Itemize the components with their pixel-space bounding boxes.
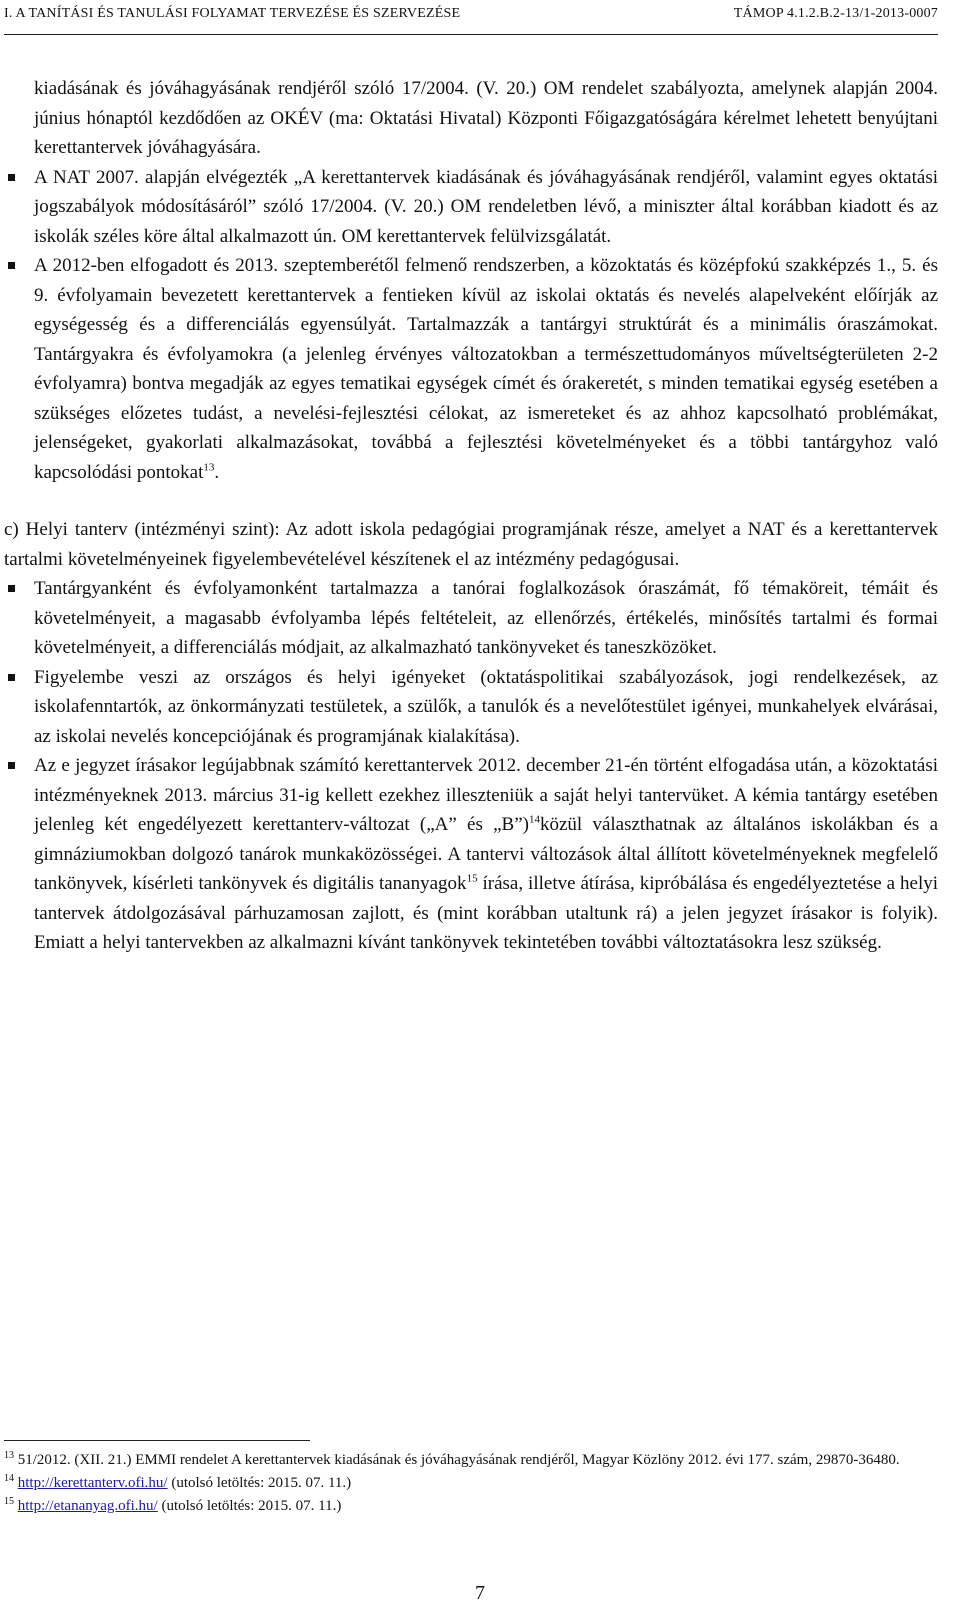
header-project-code: TÁMOP 4.1.2.B.2-13/1-2013-0007 (733, 6, 938, 21)
list-item-text: közül választhatnak az általános iskolákban és a gimnáziumokban dolgozó tanárok munkaközösségei. A tantervi változások által állított követelményeknek megfelelő tankönyvek, kísérleti tankönyvek és digitális tananyagok (34, 814, 938, 894)
bullet-square-icon (8, 762, 15, 769)
list-item: A 2012-ben elfogadott és 2013. szeptemberétől felmenő rendszerben, a közoktatás és középfokú szakképzés 1., 5. és 9. évfolyamain bevezetett kerettantervek a fentieken kívül az iskolai oktatás és nevelés alapelveként előírják az egységesség és a differenciálás egyensúlyát. Tartalmazzák a tantárgyi struktúrát és a minimális óraszámokat. Tantárgyakra és évfolyamokra (a jelenleg érvényes változatokban a természettudományos műveltségterületen 2-2 évfolyamra) bontva megadják az egyes tematikai egységek címét és órakeretét, s minden tematikai egység esetében a szükséges előzetes tudást, a nevelési-fejlesztési célokat, az ismereteket és az ahhoz kapcsolható problémákat, jelenségeket, gyakorlati alkalmazásokat, továbbá a fejlesztési követelményeket és a többi tantárgyhoz való kapcsolódási pontokat$^{13}$. (4, 251, 938, 487)
list-item-text: írása, illetve átírása, kipróbálása és engedélyeztetése a helyi tantervek átdolgozásával párhuzamosan zajlott, és (mint korábban utaltunk rá) a jelen jegyzet írásakor is folyik). Emiatt a helyi tantervekben az alkalmazni kívánt tankönyvek tekintetében további változtatásokra lesz szükség. (34, 873, 939, 953)
list-item-text: Az e jegyzet írásakor legújabbnak számító kerettantervek 2012. december 21-én történt elfogadása után, a közoktatási intézményeknek 2013. március 31-ig kellett ezekhez illeszteniük a saját helyi tantervüket. A kémia tantárgy esetében jelenleg két engedélyezett kerettanterv-változat („A” és „B”) (34, 755, 938, 835)
list-item-text: A NAT 2007. alapján elvégezték „A kerettantervek kiadásának és jóváhagyásának rendjéről, valamint egyes oktatási jogszabályok módosításáról” szóló 17/2004. (V. 20.) OM rendeletben lévő, a miniszter által korábban kiadott és az iskolák széles köre által alkalmazott ún. OM kerettantervek felülvizsgálatát. (34, 166, 938, 247)
bullet-square-icon (8, 674, 15, 681)
footnote (4, 1449, 938, 1472)
footnote-link[interactable]: http://etananyag.ofi.hu/ (17, 1498, 158, 1514)
list-item (4, 751, 938, 958)
list-item (4, 574, 938, 663)
footnote-link[interactable]: http://kerettanterv.ofi.hu/ (17, 1475, 168, 1491)
footnote-number: 15 (4, 1496, 14, 1507)
footnotes (4, 1449, 938, 1518)
bullet-square-icon (8, 262, 15, 269)
footnote-number: 14 (4, 1473, 14, 1484)
continuation-paragraph: kiadásának és jóváhagyásának rendjéről szóló 17/2004. (V. 20.) OM rendelet szabályozta, amelynek alapján 2004. június hónaptól kezdődően az OKÉV (ma: Oktatási Hivatal) Központi Főigazgatóságára kérelmet lehetett benyújtani kerettantervek jóváhagyására. (34, 78, 938, 158)
list-item (4, 663, 938, 752)
header-title: I. A TANÍTÁSI ÉS TANULÁSI FOLYAMAT TERVEZÉSE ÉS SZERVEZÉSE (4, 6, 461, 21)
footnote-text: (utolsó letöltés: 2015. 07. 11.) (157, 1498, 342, 1514)
bullet-square-icon (8, 585, 15, 592)
footnote-text: 51/2012. (XII. 21.) EMMI rendelet A kerettantervek kiadásának és jóváhagyásának rendjéről, Magyar Közlöny 2012. évi 177. szám, 29870-36480. (14, 1452, 900, 1468)
footnote-ref[interactable]: 13 (203, 461, 215, 474)
list-item (4, 163, 938, 252)
list-item-text: A 2012-ben elfogadott és 2013. szeptemberétől felmenő rendszerben, a közoktatás és középfokú szakképzés 1., 5. és 9. évfolyamain bevezetett kerettantervek a fentieken kívül az iskolai oktatás és nevelés alapelveként előírják az egységesség és a differenciálás egyensúlyát. Tartalmazzák a tantárgyi struktúrát és a minimális óraszámokat. Tantárgyakra és évfolyamokra (a jelenleg érvényes változatokban a természettudományos műveltségterületen 2-2 évfolyamra) bontva megadják az egyes tematikai egységek címét és órakeretét, s minden tematikai egység esetében a szükséges előzetes tudást, a nevelési-fejlesztési célokat, az ismereteket és az ahhoz kapcsolható problémákat, jelenségeket, gyakorlati alkalmazásokat, továbbá a fejlesztési követelményeket és a többi tantárgyhoz való kapcsolódási pontokat (34, 255, 938, 483)
bullet-square-icon (8, 174, 15, 181)
footnote-number: 13 (4, 1450, 14, 1461)
footnote (4, 1472, 938, 1495)
footnote-divider (4, 1440, 310, 1441)
footnote-ref[interactable]: 14 (529, 813, 540, 826)
section-c-paragraph: c) Helyi tanterv (intézményi szint): Az adott iskola pedagógiai programjának része, amelyet a NAT és a kerettantervek tartalmi követelményeinek figyelembevételével készítenek el az intézmény pedagógusai. (4, 519, 938, 570)
main-text (4, 74, 938, 958)
page-number: 7 (475, 1582, 485, 1604)
list-item-text: Tantárgyanként és évfolyamonként tartalmazza a tanórai foglalkozások óraszámát, fő témaköreit, témáit és követelményeit, a magasabb évfolyamba lépés feltételeit, az ellenőrzés, értékelés, minősítés tartalmi és formai követelményeit, a differenciálás módjait, az alkalmazható tankönyveket és taneszközöket. (34, 578, 938, 658)
footnote-text: (utolsó letöltés: 2015. 07. 11.) (167, 1475, 352, 1491)
footnote-ref[interactable]: 15 (466, 872, 478, 885)
footnote (4, 1495, 938, 1518)
list-item-text: Figyelembe veszi az országos és helyi igényeket (oktatáspolitikai szabályozások, jogi rendelkezések, az iskolafenntartók, az önkormányzati testületek, a szülők, a tanulók és a nevelőtestület igényei, munkahelyek elvárásai, az iskolai nevelés koncepciójának és programjának kialakítása). (34, 666, 938, 747)
running-header (4, 4, 938, 35)
